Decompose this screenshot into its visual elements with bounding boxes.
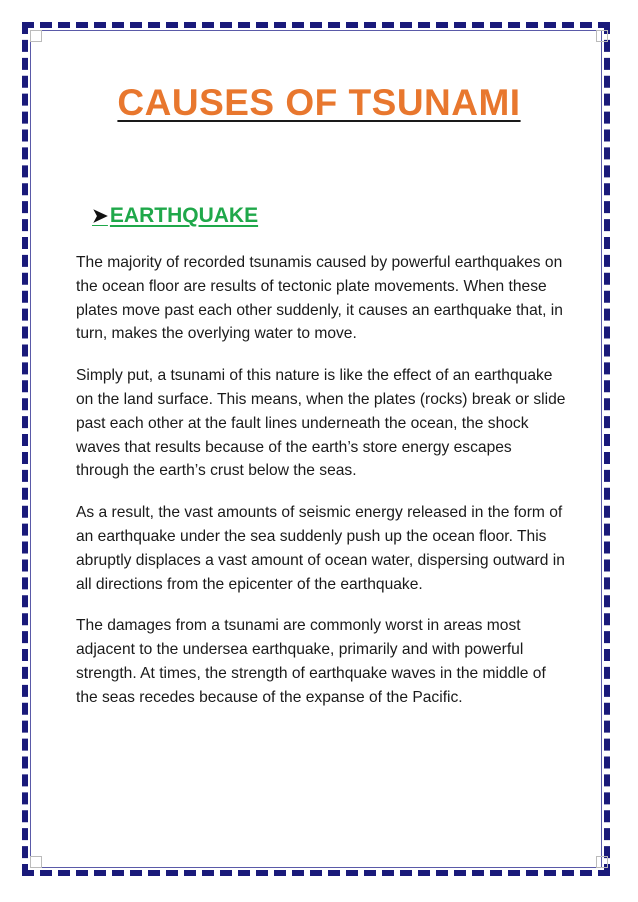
corner-mark-bottom-left — [30, 856, 42, 868]
paragraph: As a result, the vast amounts of seismic energy released in the form of an earthquake under the sea suddenly push up the ocean floor. This abruptly displaces a vast amount of ocean water, dispersing outward in all directions from the epicenter of the earthquake. — [76, 504, 565, 593]
body-text — [76, 251, 566, 728]
section-heading-label: EARTHQUAKE — [109, 204, 259, 227]
paragraph: The majority of recorded tsunamis caused by powerful earthquakes on the ocean floor are results of tectonic plate movements. When these plates move past each other suddenly, it causes an earthquake that, in turn, makes the overlying water to move. — [76, 254, 563, 343]
corner-mark-top-right — [596, 30, 608, 42]
arrow-bullet-icon: ➤ — [92, 205, 108, 227]
paragraph: The damages from a tsunami are commonly worst in areas most adjacent to the undersea earthquake, primarily and with powerful strength. At times, the strength of earthquake waves in the middle of the seas recedes because of the expanse of the Pacific. — [76, 617, 546, 706]
corner-mark-bottom-right — [596, 856, 608, 868]
section-heading — [92, 204, 258, 228]
paragraph: Simply put, a tsunami of this nature is like the effect of an earthquake on the land surface. This means, when the plates (rocks) break or slide past each other at the fault lines underneath the ocean, the shock waves that results because of the earth’s store energy escapes through the earth’s crust below the seas. — [76, 367, 566, 480]
corner-mark-top-left — [30, 30, 42, 42]
page-title: CAUSES OF TSUNAMI — [117, 82, 521, 123]
